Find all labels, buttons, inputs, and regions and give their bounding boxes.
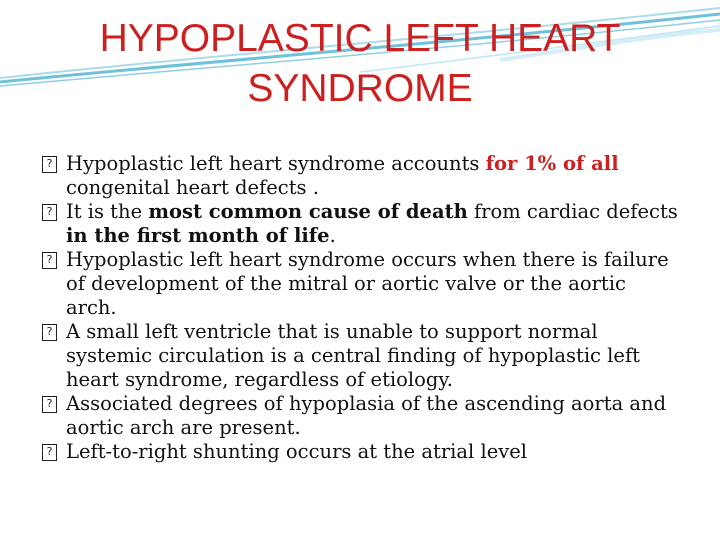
bullet-text: . xyxy=(329,224,336,247)
page-title xyxy=(40,14,680,114)
bullet-marker-icon: ? xyxy=(42,396,57,413)
bullet-item-hypoplasia xyxy=(40,392,680,440)
bullet-marker-icon: ? xyxy=(42,444,57,461)
bullet-emphasis: most common cause of death xyxy=(148,200,468,223)
bullet-marker-icon: ? xyxy=(42,252,57,269)
bullet-text: Hypoplastic left heart syndrome accounts xyxy=(66,152,486,175)
title-line-2: SYNDROME xyxy=(247,67,473,110)
bullet-marker-icon: ? xyxy=(42,324,57,341)
title-line-1: HYPOPLASTIC LEFT HEART xyxy=(99,17,621,60)
bullet-item-incidence xyxy=(40,152,680,200)
bullet-item-left-ventricle xyxy=(40,320,680,392)
bullet-text: It is the xyxy=(66,200,149,223)
bullet-text: Hypoplastic left heart syndrome occurs when there is failure of development of the mitral or aortic valve or the aortic arch. xyxy=(66,248,669,319)
bullet-emphasis: for 1% of all xyxy=(485,152,619,175)
bullet-text: congenital heart defects . xyxy=(66,176,319,199)
bullet-list xyxy=(40,152,680,464)
bullet-text: Left-to-right shunting occurs at the atrial level xyxy=(66,440,528,463)
bullet-emphasis: in the first month of life xyxy=(66,224,330,247)
bullet-marker-icon: ? xyxy=(42,156,57,173)
bullet-item-development xyxy=(40,248,680,320)
bullet-item-mortality xyxy=(40,200,680,248)
bullet-text: A small left ventricle that is unable to support normal systemic circulation is a central finding of hypoplastic left heart syndrome, regardless of etiology. xyxy=(66,320,641,391)
bullet-text: Associated degrees of hypoplasia of the ascending aorta and aortic arch are present. xyxy=(66,392,667,439)
bullet-text: from cardiac defects xyxy=(467,200,678,223)
bullet-marker-icon: ? xyxy=(42,204,57,221)
bullet-item-shunting xyxy=(40,440,680,464)
